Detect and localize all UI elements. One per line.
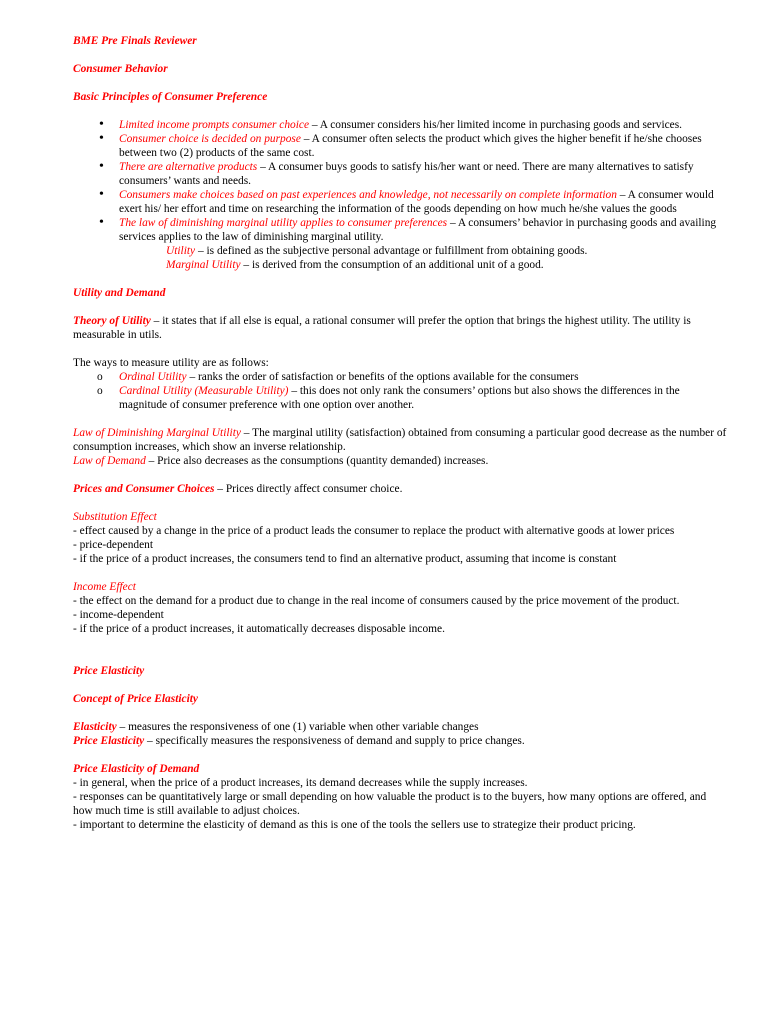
list-item xyxy=(119,216,728,244)
price-elasticity-text: – specifically measures the responsiveness of demand and supply to price changes. xyxy=(144,735,525,747)
way-text: – ranks the order of satisfaction or benefits of the options available for the consumers xyxy=(186,371,579,383)
ways-list xyxy=(73,370,728,412)
marginal-utility-definition xyxy=(73,258,728,272)
law-demand-term: Law of Demand xyxy=(73,455,146,467)
prices-choices-term: Prices and Consumer Choices xyxy=(73,483,215,495)
section-price-elasticity: Price Elasticity xyxy=(73,665,145,677)
law-diminishing-marginal-utility xyxy=(73,426,728,454)
elasticity-definition xyxy=(73,720,728,734)
ways-intro: The ways to measure utility are as follows: xyxy=(73,357,269,369)
principle-term: Consumers make choices based on past experiences and knowledge, not necessarily on complete information xyxy=(119,189,617,201)
section-concept-price-elasticity: Concept of Price Elasticity xyxy=(73,693,198,705)
principle-text: – A consumer buys goods to satisfy his/her want or need. There are many alternatives to satisfy consumers’ wants and needs. xyxy=(119,161,694,187)
utility-term: Utility xyxy=(166,245,196,257)
principle-text: – A consumer considers his/her limited income in purchasing goods and services. xyxy=(309,119,683,131)
list-item xyxy=(119,118,728,132)
section-basic-principles: Basic Principles of Consumer Preference xyxy=(73,91,268,103)
ped-line: - in general, when the price of a product increases, its demand decreases while the supply increases. xyxy=(73,777,528,789)
price-elasticity-definition xyxy=(73,734,728,748)
section-consumer-behavior: Consumer Behavior xyxy=(73,63,168,75)
prices-choices-text: – Prices directly affect consumer choice. xyxy=(214,483,403,495)
way-term: Cardinal Utility (Measurable Utility) xyxy=(119,385,289,397)
price-elasticity-term: Price Elasticity xyxy=(73,735,145,747)
theory-of-utility-text: – it states that if all else is equal, a rational consumer will prefer the option that brings the highest utility. The utility is measurable in utils. xyxy=(73,315,691,341)
ped-line: - important to determine the elasticity of demand as this is one of the tools the sellers use to strategize their product pricing. xyxy=(73,819,636,831)
document-title: BME Pre Finals Reviewer xyxy=(73,35,197,47)
section-utility-demand: Utility and Demand xyxy=(73,287,166,299)
income-effect-heading: Income Effect xyxy=(73,581,136,593)
utility-text: – is defined as the subjective personal advantage or fulfillment from obtaining goods. xyxy=(195,245,588,257)
document-page xyxy=(73,34,728,832)
principle-term: There are alternative products xyxy=(119,161,258,173)
list-item xyxy=(119,370,728,384)
law-of-demand xyxy=(73,454,728,468)
list-item xyxy=(119,384,728,412)
law-dmu-text: – The marginal utility (satisfaction) obtained from consuming a particular good decrease as the number of consumption increases, which show an inverse relationship. xyxy=(73,427,727,453)
marginal-utility-term: Marginal Utility xyxy=(166,259,241,271)
substitution-line: - if the price of a product increases, the consumers tend to find an alternative product, assuming that income is constant xyxy=(73,553,617,565)
law-demand-text: – Price also decreases as the consumptions (quantity demanded) increases. xyxy=(145,455,489,467)
principles-list xyxy=(73,118,728,244)
elasticity-text: – measures the responsiveness of one (1) variable when other variable changes xyxy=(116,721,479,733)
utility-definition xyxy=(73,244,728,258)
prices-consumer-choices xyxy=(73,482,728,496)
income-line: - if the price of a product increases, it automatically decreases disposable income. xyxy=(73,623,445,635)
elasticity-term: Elasticity xyxy=(73,721,117,733)
list-item xyxy=(119,132,728,160)
way-text: – this does not only rank the consumers’ options but also shows the differences in the magnitude of consumer preference with one option over another. xyxy=(119,385,680,411)
principle-term: Consumer choice is decided on purpose xyxy=(119,133,301,145)
list-item xyxy=(119,160,728,188)
principle-text: – A consumers’ behavior in purchasing goods and availing services applies to the law of diminishing marginal utility. xyxy=(119,217,717,243)
substitution-line: - effect caused by a change in the price of a product leads the consumer to replace the product with alternative goods at lower prices xyxy=(73,525,675,537)
income-line: - income-dependent xyxy=(73,609,164,621)
law-dmu-term: Law of Diminishing Marginal Utility xyxy=(73,427,241,439)
marginal-utility-text: – is derived from the consumption of an additional unit of a good. xyxy=(240,259,544,271)
principle-text: – A consumer would exert his/ her effort and time on researching the information of the goods depending on how much he/she values the goods xyxy=(119,189,714,215)
principle-term: Limited income prompts consumer choice xyxy=(119,119,310,131)
way-term: Ordinal Utility xyxy=(119,371,187,383)
ped-line: - responses can be quantitatively large or small depending on how valuable the product is to the buyers, how many options are offered, and how much time is still available to adjust choices. xyxy=(73,791,707,817)
principle-term: The law of diminishing marginal utility applies to consumer preferences xyxy=(119,217,448,229)
price-elasticity-demand-heading: Price Elasticity of Demand xyxy=(73,763,200,775)
income-line: - the effect on the demand for a product due to change in the real income of consumers caused by the price movement of the product. xyxy=(73,595,680,607)
theory-of-utility-term: Theory of Utility xyxy=(73,315,151,327)
principle-text: – A consumer often selects the product which gives the higher benefit if he/she chooses between two (2) products of the same cost. xyxy=(119,133,702,159)
substitution-effect-heading: Substitution Effect xyxy=(73,511,157,523)
theory-of-utility xyxy=(73,314,728,342)
substitution-line: - price-dependent xyxy=(73,539,154,551)
list-item xyxy=(119,188,728,216)
